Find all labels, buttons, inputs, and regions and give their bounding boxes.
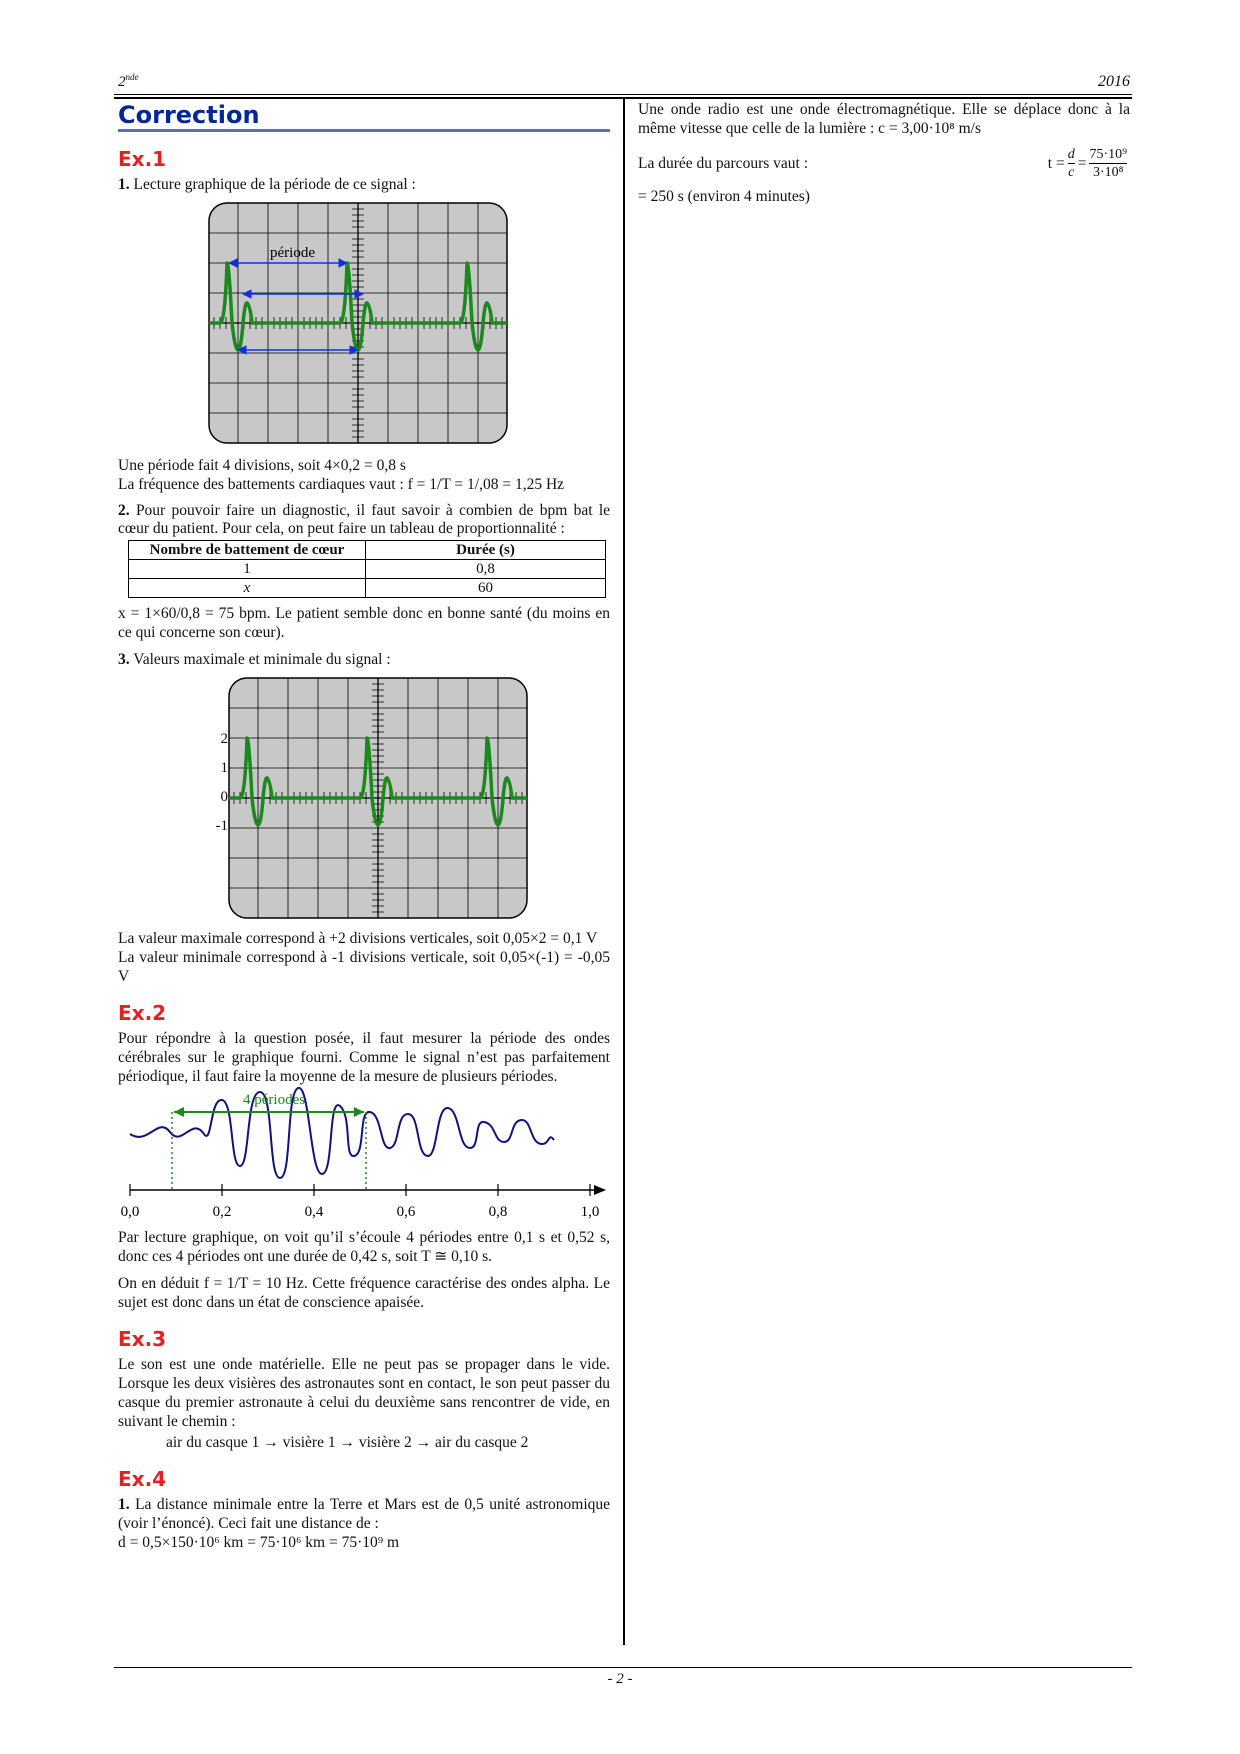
ex1-r1-line2: La fréquence des battements cardiaques vaut : f = 1/T = 1/,08 = 1,25 Hz <box>118 476 565 493</box>
ex2-p3: On en déduit f = 1/T = 10 Hz. Cette fréquence caractérise des ondes alpha. Le sujet est donc dans un état de conscience apaisée. <box>118 1275 610 1311</box>
table-cell: x <box>129 579 366 598</box>
page-title: Correction <box>118 104 610 132</box>
ex1-heading: Ex.1 <box>118 147 167 171</box>
axis-tick-label: 0,2 <box>212 1204 232 1220</box>
ex1-r3-max: La valeur maximale correspond à +2 divisions verticales, soit 0,05×2 = 0,1 V <box>118 930 598 947</box>
osc-y-label: 1 <box>220 760 228 776</box>
table-header: Nombre de battement de cœur <box>129 541 366 560</box>
page-number: - 2 - <box>607 1671 633 1687</box>
axis-tick-label: 1,0 <box>580 1204 600 1220</box>
oscilloscope-2 <box>228 677 528 919</box>
ex4-result: = 250 s (environ 4 minutes) <box>638 188 810 205</box>
footer-rule <box>114 1667 1132 1668</box>
osc-y-label: 0 <box>220 789 228 805</box>
osc-y-label: 2 <box>220 731 228 747</box>
header-year: 2016 <box>1098 73 1130 90</box>
axis-tick-label: 0,4 <box>304 1204 324 1220</box>
ex1-q1: 1. Lecture graphique de la période de ce signal : <box>118 176 416 193</box>
fraction-values: $\frac{\text{75·10⁹}}{\text{3·10⁸}}$ <box>1089 147 1127 180</box>
axis-tick-label: 0,6 <box>396 1204 416 1220</box>
fraction-d-over-c: $\frac{d}{c}$ <box>1067 147 1075 180</box>
column-divider <box>623 99 625 1645</box>
ex1-q2: 2. Pour pouvoir faire un diagnostic, il faut savoir à combien de bpm bat le cœur du patient. Pour cela, on peut faire un tableau de proportionnalité : <box>118 502 611 537</box>
ex1-q3: 3. Valeurs maximale et minimale du signal : <box>118 651 391 668</box>
ex4-r-p2: La durée du parcours vaut : t = $\frac{d}{c}$ = $\frac{\text{75·10⁹}}{\text{3·10⁸}}$ <box>638 147 1127 180</box>
header-class: 2nde <box>118 72 139 90</box>
axis-tick-label: 0,8 <box>488 1204 508 1220</box>
ex4-heading: Ex.4 <box>118 1467 167 1491</box>
header-rule <box>114 94 1132 95</box>
table-cell: 60 <box>366 579 606 598</box>
ex3-heading: Ex.3 <box>118 1327 167 1351</box>
oscilloscope-1 <box>208 202 508 444</box>
ex2-p1: Pour répondre à la question posée, il faut mesurer la période des ondes cérébrales sur le graphique fourni. Comme le signal n’est pas parfaitement périodique, il faut faire la moyenne de la mesure de plusieurs périodes. <box>118 1030 610 1085</box>
right-column <box>638 100 1130 214</box>
ex2-p2: Par lecture graphique, on voit qu’il s’écoule 4 périodes entre 0,1 s et 0,52 s, donc ces 4 périodes ont une durée de 0,42 s, soit T ≅ 0,10 s. <box>118 1229 610 1265</box>
left-column <box>118 101 611 1552</box>
proportionality-table <box>128 540 606 598</box>
table-cell: 0,8 <box>366 560 606 579</box>
table-cell: 1 <box>129 560 366 579</box>
ex1-r1-line1: Une période fait 4 divisions, soit 4×0,2 = 0,8 s <box>118 457 406 474</box>
ex4-distance: d = 0,5×150·10⁶ km = 75·10⁶ km = 75·10⁹ m <box>118 1534 400 1551</box>
period-label: période <box>270 245 315 261</box>
ex2-heading: Ex.2 <box>118 1001 167 1025</box>
ex4-q1: 1. La distance minimale entre la Terre et Mars est de 0,5 unité astronomique (voir l’énoncé). Ceci fait une distance de : <box>118 1496 611 1532</box>
ex3-path: air du casque 1 → visière 1 → visière 2 → air du casque 2 <box>166 1434 529 1451</box>
ex1-r2: x = 1×60/0,8 = 75 bpm. Le patient semble donc en bonne santé (du moins en ce qui concerne son cœur). <box>118 605 610 641</box>
ex4-r-p1: Une onde radio est une onde électromagnétique. Elle se déplace donc à la même vitesse que celle de la lumière : c = 3,00·10⁸ m/s <box>638 101 1130 137</box>
ex1-r3-min: La valeur minimale correspond à -1 divisions verticale, soit 0,05×(-1) = -0,05 V <box>118 949 610 985</box>
brain-wave-chart <box>118 1086 610 1224</box>
table-header: Durée (s) <box>366 541 606 560</box>
osc-y-label: -1 <box>215 818 228 834</box>
ex3-p1: Le son est une onde matérielle. Elle ne peut pas se propager dans le vide. Lorsque les deux visières des astronautes sont en contact, le son peut passer du casque du premier astronaute à celui du deuxième sans rencontrer de vide, en suivant le chemin : <box>118 1356 610 1430</box>
axis-tick-label: 0,0 <box>120 1204 140 1220</box>
wave-label: 4 périodes <box>243 1092 306 1108</box>
